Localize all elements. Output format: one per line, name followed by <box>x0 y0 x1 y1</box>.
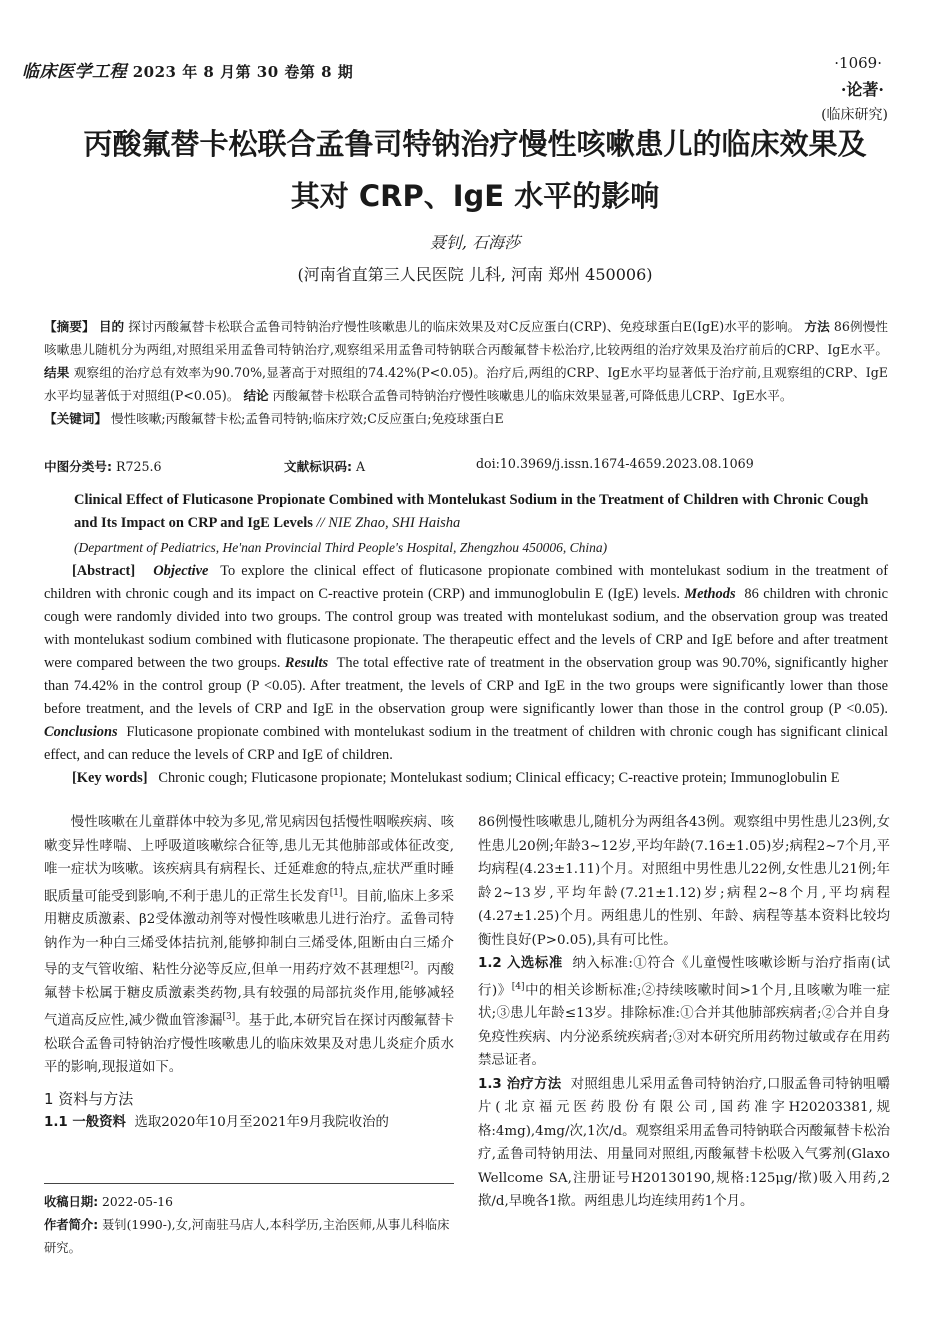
section-1-3-label: 1.3 治疗方法 <box>478 1076 562 1092</box>
abstract-cn-body <box>44 315 888 407</box>
objective-en-label: Objective <box>153 563 209 579</box>
title-en-text: Clinical Effect of Fluticasone Propionate Combined with Montelukast Sodium in the Treatment of Children with Chronic Cough and Its Impact on CRP and IgE Levels <box>74 492 869 531</box>
keywords-label: 【关键词】 <box>44 411 107 426</box>
section-1-1-continued: 86例慢性咳嗽患儿,随机分为两组各43例。观察组中男性患儿23例,女性患儿20例;年龄3~12岁,平均年龄(7.16±1.05)岁;病程2~7个月,平均病程(4.23±1.11)个月。对照组中男性患儿22例,女性患儿21例;年龄2~13岁,平均年龄(7.21±1.12)岁;病程2~8个月,平均病程(4.27±1.25)个月。两组患儿的性别、年龄、病程等基本资料比较均衡性良好(P>0.05),具有可比性。 <box>478 815 890 948</box>
title-line-2: 其对 CRP、IgE 水平的影响 <box>290 179 660 213</box>
page-number: ·1069· <box>834 54 882 72</box>
affiliation-en: (Department of Pediatrics, He'nan Provincial Third People's Hospital, Zhengzhou 450006, China) <box>74 540 608 555</box>
clc-value: R725.6 <box>116 459 162 474</box>
section-1-2-label: 1.2 入选标准 <box>478 956 563 971</box>
conclusion-text: 丙酸氟替卡松联合孟鲁司特钠治疗慢性咳嗽患儿的临床效果显著,可降低患儿CRP、IgE水平。 <box>272 388 793 403</box>
received-label: 收稿日期: <box>44 1195 99 1209</box>
section-1-2-text-a: 纳入标准:①符合《儿童慢性咳嗽诊断与治疗指南(试行)》 <box>478 956 891 998</box>
abstract-label: 【摘要】 <box>44 319 95 334</box>
results-text: 观察组的治疗总有效率为90.70%,显著高于对照组的74.42%(P<0.05)。治疗后,两组的CRP、IgE水平均显著低于治疗前,且观察组的CRP、IgE水平均显著低于对照组(P<0.05)。 <box>44 365 888 403</box>
ref-3: [3] <box>222 1011 236 1022</box>
ref-4: [4] <box>511 981 525 992</box>
methods-text: 86例慢性咳嗽患儿随机分为两组,对照组采用孟鲁司特钠治疗,观察组采用孟鲁司特钠联合丙酸氟替卡松治疗,比较两组的治疗效果及治疗前后的CRP、IgE水平。 <box>44 319 888 357</box>
conclusions-en-text: Fluticasone propionate combined with montelukast sodium in the treatment of children with chronic cough has significant clinical effect, and can reduce the levels of CRP and IgE of children. <box>44 724 888 763</box>
doi: doi:10.3969/j.issn.1674-4659.2023.08.1069 <box>476 456 754 471</box>
section-1-3-text: 对照组患儿采用孟鲁司特钠治疗,口服孟鲁司特钠咀嚼片(北京福元医药股份有限公司,国药准字H20203381,规格:4mg),4mg/次,1次/d。观察组采用孟鲁司特钠联合丙酸氟替卡松治疗,孟鲁司特钠用法、用量同对照组,丙酸氟替卡松吸入气雾剂(Glaxo Wellcome SA,注册证号H20130190,规格:125μg/揿)吸入用药,2揿/d,早晚各1揿。两组患儿均连续用药1个月。 <box>478 1076 890 1210</box>
results-en-text: The total effective rate of treatment in the observation group was 90.70%, significantly higher than 74.42% in the control group (P <0.05). After treatment, the levels of CRP and IgE in the two groups were significantly lower than those before treatment, and the levels of CRP and IgE in the observation group were significantly lower than those in the control group (P <0.05). <box>44 655 889 717</box>
journal-name: 临床医学工程 <box>22 62 127 82</box>
objective-label: 目的 <box>98 319 125 334</box>
section-1-1-label: 1.1 一般资料 <box>44 1115 126 1131</box>
doc-code <box>284 456 365 475</box>
objective-en-text: To explore the clinical effect of fluticasone propionate combined with montelukast sodium in the treatment of children with chronic cough and its impact on C-reactive protein (CRP) and immunoglobulin E (IgE) levels. <box>44 563 889 602</box>
objective-text: 探讨丙酸氟替卡松联合孟鲁司特钠治疗慢性咳嗽患儿的临床效果及对C反应蛋白(CRP)、免疫球蛋白E(IgE)水平的影响。 <box>128 319 801 334</box>
footnote-author <box>44 1214 454 1260</box>
title-line-1: 丙酸氟替卡松联合孟鲁司特钠治疗慢性咳嗽患儿的临床效果及 <box>83 127 867 161</box>
abstract-en <box>44 560 888 790</box>
methods-en-label: Methods <box>684 586 736 602</box>
intro-text-b: 。目前,临床上多采用糖皮质激素、β2受体激动剂等对慢性咳嗽患儿进行治疗。孟鲁司特钠作为一种白三烯受体拮抗剂,能够抑制白三烯受体,阻断由白三烯介导的支气管收缩、粘性分泌等反应,但单一用药疗效不甚理想 <box>44 888 454 978</box>
ref-1: [1] <box>329 887 343 898</box>
keywords-en-label: [Key words] <box>72 770 148 786</box>
intro-paragraph <box>44 811 454 1080</box>
authors-cn: 聂钊, 石海莎 <box>429 233 521 252</box>
abstract-en-body <box>44 560 888 767</box>
author-info-label: 作者简介: <box>44 1218 99 1232</box>
footnote-divider <box>44 1183 454 1184</box>
conclusions-en-label: Conclusions <box>44 724 118 740</box>
abstract-en-label: [Abstract] <box>72 563 136 579</box>
clc <box>44 456 162 475</box>
conclusion-label: 结论 <box>243 388 269 403</box>
results-label: 结果 <box>44 365 70 380</box>
footnote-received <box>44 1191 454 1214</box>
keywords-text: 慢性咳嗽;丙酸氟替卡松;孟鲁司特钠;临床疗效;C反应蛋白;免疫球蛋白E <box>110 411 504 426</box>
keywords-en-text: Chronic cough; Fluticasone propionate; Montelukast sodium; Clinical efficacy; C-reactive protein; Immunoglobulin E <box>158 770 840 786</box>
body-right-column <box>478 811 890 1214</box>
section-1-1 <box>44 1111 454 1135</box>
subsection-label: (临床研究) <box>821 107 888 123</box>
keywords-en <box>44 767 888 790</box>
doc-code-value: A <box>356 459 366 474</box>
affiliation-cn: (河南省直第三人民医院 儿科, 河南 郑州 450006) <box>297 265 653 284</box>
section-1-2 <box>478 952 890 1073</box>
ref-2: [2] <box>400 961 414 972</box>
paper-title-cn <box>30 118 920 222</box>
section-label: ·论著· <box>840 80 884 99</box>
doc-code-label: 文献标识码: <box>284 459 353 474</box>
intro-text-a: 慢性咳嗽在儿童群体中较为多见,常见病因包括慢性咽喉疾病、咳嗽变异性哮喘、上呼吸道咳嗽综合征等,患儿无其他肺部或体征改变,唯一症状为咳嗽。该疾病具有病程长、迁延难愈的特点,症状严重时睡眠质量可能受到影响,不利于患儿的正常生长发育 <box>44 815 454 904</box>
journal-issue: 2023 年 8 月第 30 卷第 8 期 <box>132 63 354 81</box>
journal-header <box>22 57 353 82</box>
body-left-column <box>44 811 454 1135</box>
methods-label: 方法 <box>804 319 830 334</box>
section-1-heading: 1 资料与方法 <box>44 1089 134 1108</box>
paper-title-en <box>74 489 888 535</box>
section-1-3 <box>478 1073 890 1214</box>
keywords-cn <box>44 407 888 430</box>
received-date: 2022-05-16 <box>102 1195 173 1209</box>
section-1-2-text-b: 中的相关诊断标准;②持续咳嗽时间>1个月,且咳嗽为唯一症状;③患儿年龄≤13岁。排除标准:①合并其他肺部疾病者;②合并自身免疫性疾病、内分泌系统疾病者;③对本研究所用药物过敏或存在用药禁忌证者。 <box>478 982 890 1069</box>
intro-text-d: 。基于此,本研究旨在探讨丙酸氟替卡松联合孟鲁司特钠治疗慢性咳嗽患儿的临床效果及对患儿炎症介质水平的影响,现报道如下。 <box>44 1013 454 1076</box>
clc-label: 中图分类号: <box>44 459 113 474</box>
intro-text-c: 。丙酸氟替卡松属于糖皮质激素类药物,具有较强的局部抗炎作用,能够减轻气道高反应性,减少微血管渗漏 <box>44 962 454 1029</box>
author-info-text: 聂钊(1990-),女,河南驻马店人,本科学历,主治医师,从事儿科临床研究。 <box>44 1218 450 1255</box>
results-en-label: Results <box>284 655 329 671</box>
authors-en: // NIE Zhao, SHI Haisha <box>316 515 461 531</box>
methods-en-text: 86 children with chronic cough were randomly divided into two groups. The control group was treated with montelukast sodium, and the observation group was treated with montelukast sodium combined with fluticasone propionate. The therapeutic effect and the levels of CRP and IgE before and after treatment were compared between the two groups. <box>44 586 888 671</box>
section-1-1-text-a: 选取2020年10月至2021年9月我院收治的 <box>134 1115 389 1131</box>
abstract-cn <box>44 315 888 430</box>
